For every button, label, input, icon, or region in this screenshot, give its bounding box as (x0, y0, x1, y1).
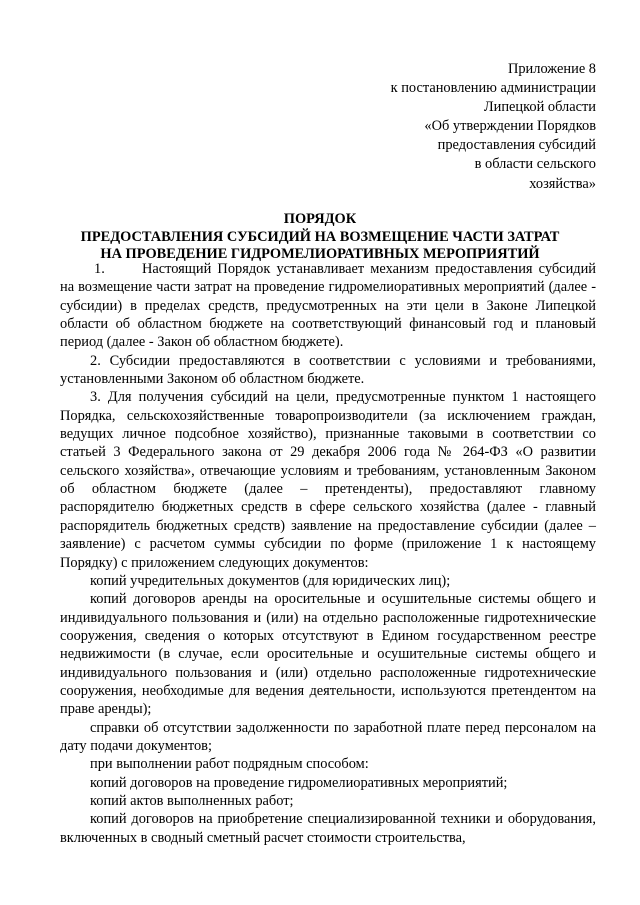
paragraph: копий учредительных документов (для юридических лиц); (90, 572, 451, 589)
title-line: ПОРЯДОК (283, 211, 357, 227)
paragraph-1 (60, 260, 596, 352)
paragraph: копий договоров на проведение гидромелиоративных мероприятий; (90, 774, 508, 791)
title-line: НА ПРОВЕДЕНИЕ ГИДРОМЕЛИОРАТИВНЫХ МЕРОПРИЯТИЙ (100, 246, 540, 263)
paragraph: копий договоров на приобретение специализированной техники и оборудования, включенных в сводный сметный расчет стоимости строительства, (60, 811, 596, 846)
appendix-line: Приложение 8 (507, 61, 596, 77)
appendix-line: в области сельского (474, 156, 596, 173)
appendix-line: «Об утверждении Порядков (424, 118, 596, 135)
paragraph-text: Настоящий Порядок устанавливает механизм предоставления субсидий на возмещение части затрат на проведение гидромелиоративных мероприятий (далее - субсидии) в пределах средств, предусмотренных на эти цели в Законе Липецкой области об областном бюджете на соответствующий финансовый год и плановый период (далее - Закон об областном бюджете). (60, 261, 596, 351)
paragraph: 3. Для получения субсидий на цели, предусмотренные пунктом 1 настоящего Порядка, сельскохозяйственные товаропроизводители (за исключением граждан, ведущих личное подсобное хозяйство), признанные таковыми в соответствии со статьей 3 Федерального закона от 29 декабря 2006 года № 264-ФЗ «О развитии сельского хозяйства», отвечающие условиям и требованиям, установленным Законом об областном бюджете (далее – претенденты), предоставляют главному распорядителю бюджетных средств в сфере сельского хозяйства (далее - главный распорядитель бюджетных средств) заявление на предоставление субсидии (далее – заявление) с расчетом суммы субсидии по форме (приложение 1 к настоящему Порядку) с приложением следующих документов: (60, 389, 596, 571)
paragraph: при выполнении работ подрядным способом: (90, 756, 369, 773)
appendix-header (391, 60, 596, 194)
paragraph: 2. Субсидии предоставляются в соответствии с условиями и требованиями, установленными Законом об областном бюджете. (60, 352, 596, 388)
title-line: ПРЕДОСТАВЛЕНИЯ СУБСИДИЙ НА ВОЗМЕЩЕНИЕ ЧАСТИ ЗАТРАТ (80, 228, 560, 245)
appendix-line: к постановлению администрации (390, 80, 596, 97)
document-title (40, 211, 600, 264)
appendix-line: Липецкой области (483, 99, 596, 116)
paragraph: справки об отсутствии задолженности по заработной плате перед персоналом на дату подачи документов; (60, 719, 596, 754)
paragraph: копий договоров аренды на оросительные и осушительные системы общего и индивидуального пользования и (или) на отдельно расположенные гидротехнические сооружения, сведения о которых отсутствуют в Едином государственном реестре недвижимости (в случае, если оросительные и осушительные системы общего и индивидуального пользования и (или) отдельно расположенные гидротехнические сооружения, необходимые для ведения деятельности, используются претендентом на праве аренды); (60, 591, 596, 718)
document-body (60, 260, 596, 847)
paragraph-number: 1. (94, 261, 105, 277)
appendix-line: хозяйства» (529, 175, 596, 192)
appendix-line: предоставления субсидий (437, 137, 596, 154)
paragraph: копий актов выполненных работ; (90, 792, 294, 809)
